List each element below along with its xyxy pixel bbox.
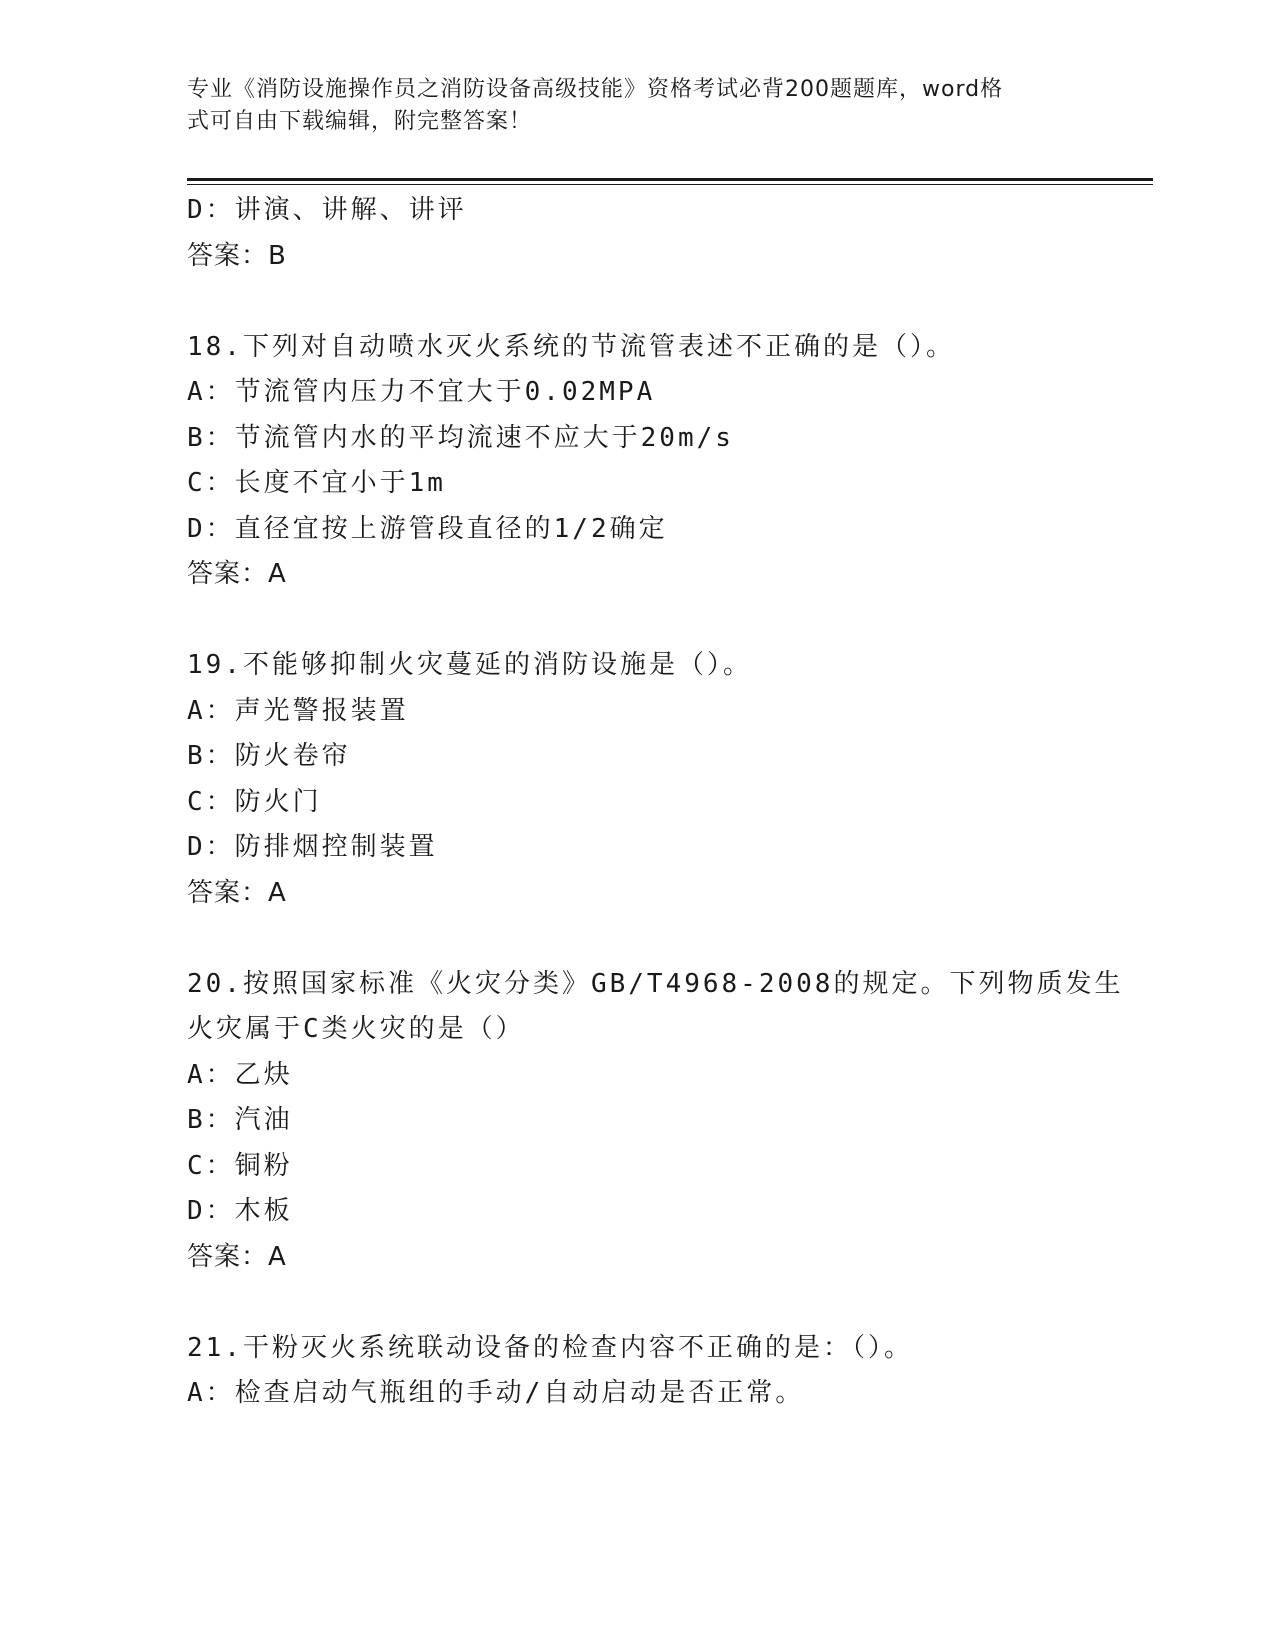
option-c: C：铜粉 bbox=[187, 1150, 293, 1181]
prev-option-d: D：讲演、讲解、讲评 bbox=[187, 195, 467, 225]
question-18 bbox=[187, 325, 1087, 598]
option-b: B：防火卷帘 bbox=[187, 741, 351, 771]
question-title: 19.不能够抑制火灾蔓延的消防设施是（）。 bbox=[187, 650, 752, 680]
answer: 答案：A bbox=[187, 1241, 287, 1272]
option-a: A：节流管内压力不宜大于0.02MPA bbox=[187, 377, 656, 407]
option-c: C：长度不宜小于1m bbox=[187, 468, 446, 498]
prev-answer: 答案：B bbox=[187, 240, 287, 271]
option-d: D：直径宜按上游管段直径的1/2确定 bbox=[187, 513, 668, 544]
option-a: A：声光警报装置 bbox=[187, 695, 409, 726]
answer: 答案：A bbox=[187, 559, 287, 589]
header-line-1: 专业《消防设施操作员之消防设备高级技能》资格考试必背200题题库，word格 bbox=[187, 77, 1004, 102]
header-line-2: 式可自由下载编辑，附完整答案！ bbox=[187, 109, 533, 134]
question-content bbox=[187, 188, 1124, 1417]
answer: 答案：A bbox=[187, 877, 287, 908]
option-c: C：防火门 bbox=[187, 786, 322, 817]
question-19 bbox=[187, 643, 1087, 916]
option-b: B：汽油 bbox=[187, 1105, 293, 1135]
question-title-line-2: 火灾属于C类火灾的是（） bbox=[187, 1014, 525, 1044]
option-d: D：木板 bbox=[187, 1196, 293, 1226]
question-title-line-1: 20.按照国家标准《火灾分类》GB/T4968-2008的规定。下列物质发生 bbox=[187, 968, 1124, 999]
spacer bbox=[187, 598, 1087, 644]
question-title: 21.干粉灭火系统联动设备的检查内容不正确的是：（）。 bbox=[187, 1332, 913, 1363]
option-b: B：节流管内水的平均流速不应大于20m/s bbox=[187, 422, 734, 453]
spacer bbox=[187, 279, 1087, 325]
question-20 bbox=[187, 962, 1124, 1281]
option-a: A：检查启动气瓶组的手动/自动启动是否正常。 bbox=[187, 1378, 805, 1408]
option-a: A：乙炔 bbox=[187, 1059, 293, 1090]
question-21 bbox=[187, 1326, 1087, 1417]
question-title: 18.下列对自动喷水灭火系统的节流管表述不正确的是（）。 bbox=[187, 331, 955, 362]
option-d: D：防排烟控制装置 bbox=[187, 832, 438, 862]
document-header bbox=[187, 74, 1067, 138]
spacer bbox=[187, 1280, 1087, 1326]
header-rule-thick bbox=[187, 178, 1153, 181]
header-rule-thin bbox=[187, 184, 1153, 185]
spacer bbox=[187, 916, 1087, 962]
